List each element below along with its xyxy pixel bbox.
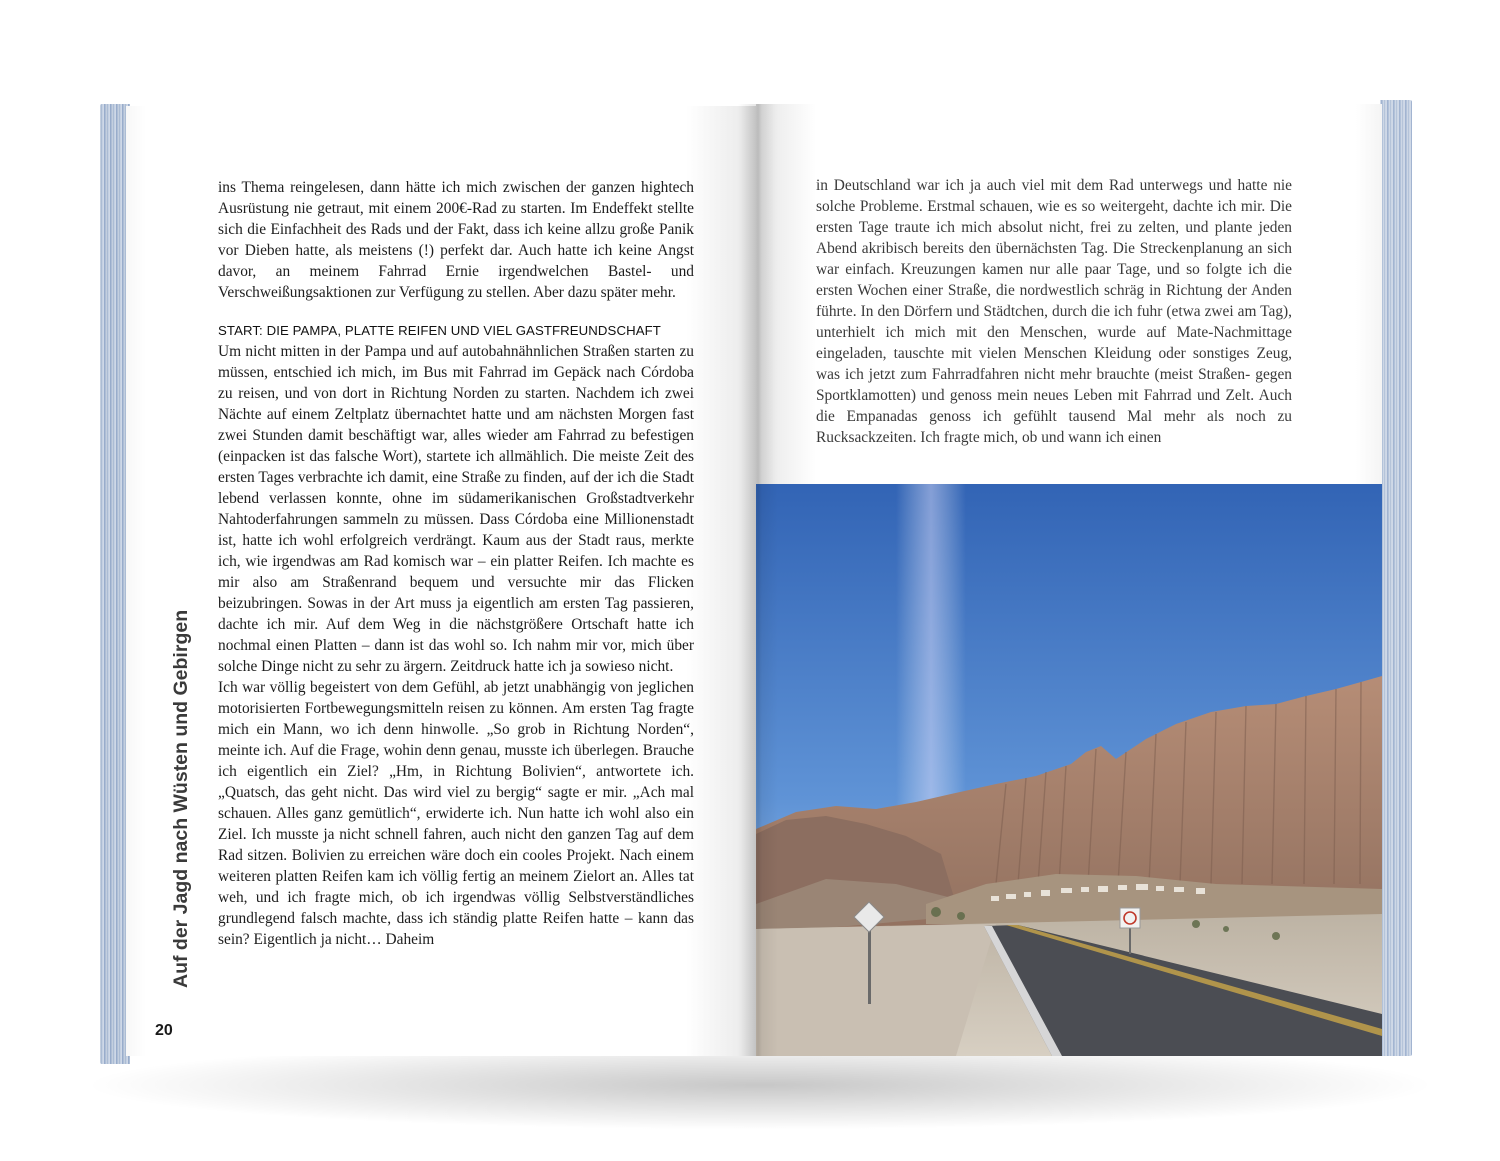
- paragraph-right: in Deutschland war ich ja auch viel mit dem Rad unterwegs und hatte nie solche Probleme. Erstmal schauen, wie es so weitergeht, dachte ich mir. Die ersten Tage traute ich mich absolut nicht, frei zu zelten, und plante jeden Abend akribisch bereits den übernächsten Tag. Die Streckenplanung an sich war einfach. Kreuzungen kamen nur alle paar Tage, und so folgte ich die ersten Wochen einer Straße, die nordwestlich schräg in Richtung der Anden führte. In den Dörfern und Städtchen, durch die ich fuhr (etwa zwei am Tag), unterhielt ich mich mit den Menschen, wurde auf Mate-Nachmittage eingeladen, tauschte mit vielen Menschen Kleidung oder sonstiges Zeug, was ich jetzt zum Fahrradfahren nicht mehr brauchte (meist Straßen- gegen Sportklamotten) und genoss mein neues Leben mit Fahrrad und Zelt. Auch die Empanadas genoss ich gefühlt tausend Mal mehr als noch zu Rucksackzeiten. Ich fragte mich, ob und wann ich einen: [816, 177, 1292, 446]
- section-heading: START: DIE PAMPA, PLATTE REIFEN UND VIEL GASTFREUNDSCHAFT: [218, 323, 661, 338]
- desert-road-photo: [756, 484, 1382, 1056]
- running-title: Auf der Jagd nach Wüsten und Gebirgen: [170, 609, 192, 988]
- book-gutter: [738, 104, 778, 1056]
- page-number: 20: [155, 1022, 173, 1039]
- paragraph-intro: ins Thema reingelesen, dann hätte ich mich zwischen der ganzen hightech Ausrüstung nie getraut, mit einem 200€-Rad zu starten. Im Endeffekt stellte sich die Einfachheit des Rads und der Fakt, dass ich keine allzu große Panik vor Dieben hatte, als meistens (!) perfekt dar. Auch hatte ich keine Angst davor, an meinem Fahrrad Ernie irgendwelchen Bastel- und Verschweißungsaktionen zur Verfügung zu stellen. Aber dazu später mehr.: [218, 179, 694, 301]
- paragraph-second: Ich war völlig begeistert von dem Gefühl, ab jetzt unabhängig von jeglichen motorisierten Fortbewegungsmitteln reisen zu können. Am ersten Tag fragte mich ein Mann, wo ich denn hinwolle. „So grob in Richtung Norden“, meinte ich. Auf die Frage, wohin denn genau, musste ich überlegen. Brauche ich eigentlich ein Ziel? „Hm, in Richtung Bolivien“, antwortete ich. „Quatsch, das geht nicht. Das wird viel zu bergig“ sagte er mir. „Ach mal schauen. Alles ganz gemütlich“, erwiderte ich. Nun hatte ich wohl also ein Ziel. Ich musste ja nicht schnell fahren, auch nicht den ganzen Tag auf dem Rad sitzen. Bolivien zu erreichen wäre doch ein cooles Projekt. Nach einem weiteren platten Reifen kam ich völlig fertig an meinem Zielort an. Alles tat weh, und ich fragte mich, ob ich irgendwas völlig Selbstverständliches grundlegend falsch machte, dass ich ständig platte Reifen hatte – kann das sein? Eigentlich ja nicht… Daheim: [218, 679, 694, 948]
- desert-road-mountains-photo: [756, 484, 1382, 1056]
- right-text-column: [816, 175, 1292, 448]
- paragraph-start: Um nicht mitten in der Pampa und auf autobahnähnlichen Straßen starten zu müssen, entschied ich mich, im Bus mit Fahrrad im Gepäck nach Córdoba zu reisen, und von dort in Richtung Norden zu starten. Nachdem ich zwei Nächte auf einem Zeltplatz übernachtet hatte und am nächsten Morgen fast zwei Stunden damit beschäftigt war, alles wieder am Fahrrad zu befestigen (einpacken ist das falsche Wort), startete ich allmählich. Die meiste Zeit des ersten Tages verbrachte ich damit, eine Straße zu finden, auf der ich die Stadt lebend verlassen konnte, ohne im südamerikanischen Großstadtverkehr Nahtoderfahrungen sammeln zu müssen. Dass Córdoba eine Millionenstadt ist, hatte ich wohl erfolgreich verdrängt. Kaum aus der Stadt raus, merkte ich, wie irgendwas am Rad komisch war – ein platter Reifen. Ich machte es mir also am Straßenrand bequem und versuchte mir das Flicken beizubringen. Sowas in der Art muss ja eigentlich am ersten Tag passieren, dachte ich mir. Auf dem Weg in die nächstgrößere Ortschaft hatte ich nochmal einen Platten – dann ist das wohl so. Ich nahm mir vor, mich über solche Dinge nicht zu sehr zu ärgern. Zeitdruck hatte ich ja sowieso nicht.: [218, 343, 694, 675]
- right-page-edges: [1380, 100, 1412, 1056]
- left-text-column: [218, 177, 694, 950]
